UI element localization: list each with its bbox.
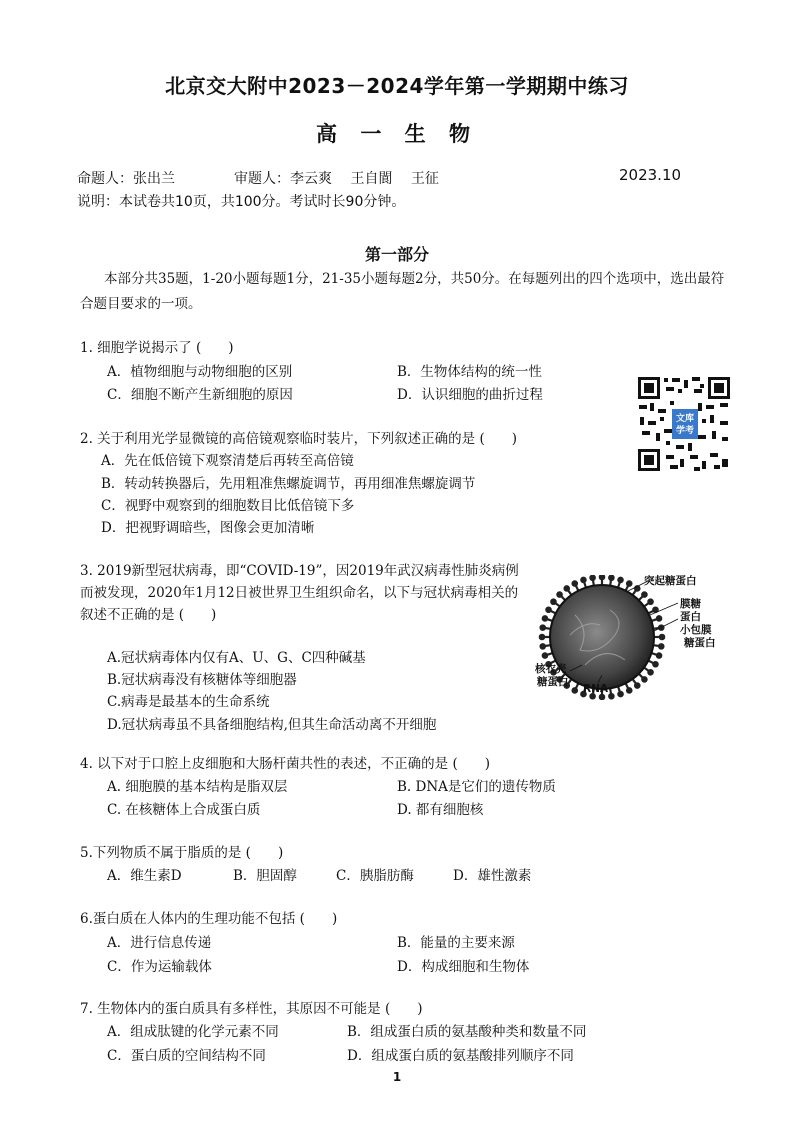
qr-badge-line2: 学考 xyxy=(675,426,695,436)
virus-spike-head xyxy=(609,694,613,698)
virus-spike-head xyxy=(627,581,631,585)
virus-spike-head xyxy=(653,662,657,666)
question-7-stem: 7. 生物体内的蛋白质具有多样性，其原因不可能是 ( ) xyxy=(80,1001,423,1017)
virus-spike-head xyxy=(543,616,547,620)
question-6-stem: 6.蛋白质在人体内的生理功能不包括 ( ) xyxy=(80,911,338,927)
virus-spike-head xyxy=(546,608,550,612)
question-3-option-c: C.病毒是最基本的生命系统 xyxy=(107,694,270,710)
virus-spike-head xyxy=(590,576,594,580)
question-6-option-a: A．进行信息传递 xyxy=(107,935,212,951)
virus-spike-head xyxy=(653,608,657,612)
virus-spike-head xyxy=(642,677,646,681)
question-3-option-b: B.冠状病毒没有核糖体等细胞器 xyxy=(107,672,297,688)
question-4-option-b: B. DNA是它们的遗传物质 xyxy=(397,779,556,795)
reviewer-line: 审题人：李云爽 王自閬 王征 xyxy=(234,171,439,187)
question-5-option-d: D．雄性激素 xyxy=(453,868,532,884)
question-7-option-d: D．组成蛋白质的氨基酸排列顺序不同 xyxy=(347,1048,574,1064)
figure-label-membrane-glycoprotein-1: 膜糖 xyxy=(680,598,701,610)
virus-spike-head xyxy=(565,586,569,590)
figure-label-rna: RNA xyxy=(583,683,608,695)
virus-spike-head xyxy=(600,575,604,579)
virus-spike-head xyxy=(660,635,664,639)
question-1-option-c: C．细胞不断产生新细胞的原因 xyxy=(107,387,293,403)
virus-spike-head xyxy=(642,592,646,596)
question-3-stem-line3: 叙述不正确的是 ( ) xyxy=(80,607,217,623)
virus-spike-head xyxy=(609,576,613,580)
virus-spike-head xyxy=(627,688,631,692)
question-7-option-b: B．组成蛋白质的氨基酸种类和数量不同 xyxy=(347,1024,587,1040)
virus-spike-head xyxy=(648,670,652,674)
question-7-option-c: C．蛋白质的空间结构不同 xyxy=(107,1048,266,1064)
part-intro-line1: 本部分共35题，1-20小题每题1分，21-35小题每题2分，共50分。在每题列出的四个选项中，选出最符 xyxy=(104,271,725,287)
virus-spike-head xyxy=(541,625,545,629)
virus-spike-head xyxy=(540,635,544,639)
exam-note: 说明：本试卷共10页，共100分。考试时长90分钟。 xyxy=(77,194,406,210)
virus-spike-head xyxy=(657,653,661,657)
virus-spike-head xyxy=(657,616,661,620)
question-4-stem: 4. 以下对于口腔上皮细胞和大肠杆菌共性的表述，不正确的是 ( ) xyxy=(80,756,490,772)
virus-spike-head xyxy=(618,692,622,696)
virus-spike-head xyxy=(541,644,545,648)
question-2-stem: 2. 关于利用光学显微镜的高倍镜观察临时装片，下列叙述正确的是 ( ) xyxy=(80,431,517,447)
qr-code-image xyxy=(636,375,732,473)
figure-label-small-envelope: 小包膜 xyxy=(680,624,712,636)
question-1-option-b: B．生物体结构的统一性 xyxy=(397,364,542,380)
virus-spike-head xyxy=(581,578,585,582)
question-4-option-d: D. 都有细胞核 xyxy=(397,802,484,818)
question-5-option-c: C．胰脂肪酶 xyxy=(336,868,414,884)
question-6-option-b: B．能量的主要来源 xyxy=(397,935,515,951)
question-2-option-a: A．先在低倍镜下观察清楚后再转至高倍镜 xyxy=(101,453,354,469)
exam-title: 北京交大附中2023－2024学年第一学期期中练习 xyxy=(165,74,629,98)
question-3-stem-line2: 而被发现，2020年1月12日被世界卫生组织命名，以下与冠状病毒相关的 xyxy=(80,585,519,601)
question-6-option-c: C．作为运输载体 xyxy=(107,959,212,975)
question-1-stem: 1. 细胞学说揭示了 ( ) xyxy=(80,340,234,356)
virus-spike-head xyxy=(648,600,652,604)
qr-badge-line1: 文库 xyxy=(675,414,695,424)
question-5-stem: 5.下列物质不属于脂质的是 ( ) xyxy=(80,845,284,861)
part-title: 第一部分 xyxy=(364,245,429,264)
question-5-option-b: B．胆固醇 xyxy=(233,868,297,884)
figure-label-nucleocapsid: 核衣壳 xyxy=(535,663,567,675)
figure-label-spike-glycoprotein: 突起糖蛋白 xyxy=(644,575,697,587)
virus-spike-head xyxy=(635,683,639,687)
virus-spike-head xyxy=(543,653,547,657)
question-2-option-d: D．把视野调暗些，图像会更加清晰 xyxy=(101,520,315,536)
question-2-option-b: B．转动转换器后，先用粗准焦螺旋调节，再用细准焦螺旋调节 xyxy=(101,476,476,492)
virus-spike-head xyxy=(659,644,663,648)
question-1-option-a: A．植物细胞与动物细胞的区别 xyxy=(107,364,293,380)
virus-spike-head xyxy=(557,592,561,596)
question-1-option-d: D．认识细胞的曲折过程 xyxy=(397,387,543,403)
virus-spike-head xyxy=(573,688,577,692)
question-3-option-a: A.冠状病毒体内仅有A、U、G、C四种碱基 xyxy=(107,650,366,666)
author-line: 命题人：张出兰 xyxy=(77,171,175,187)
subject-title: 高 一 生 物 xyxy=(316,122,478,146)
virus-spike-head xyxy=(573,581,577,585)
question-6-option-d: D．构成细胞和生物体 xyxy=(397,959,530,975)
question-3-stem-line1: 3. 2019新型冠状病毒，即“COVID-19”，因2019年武汉病毒性肺炎病例 xyxy=(80,563,519,579)
question-3-option-d: D.冠状病毒虽不具备细胞结构,但其生命活动离不开细胞 xyxy=(107,717,437,733)
part-intro-line2: 合题目要求的一项。 xyxy=(80,296,202,312)
virus-spike-head xyxy=(618,578,622,582)
question-4-option-a: A. 细胞膜的基本结构是脂双层 xyxy=(107,779,288,795)
question-5-option-a: A．维生素D xyxy=(107,868,182,884)
virus-spike-head xyxy=(551,600,555,604)
figure-label-nucleocapsid-glycoprotein: 糖蛋白 xyxy=(537,676,569,688)
question-2-option-c: C．视野中观察到的细胞数目比低倍镜下多 xyxy=(101,498,355,514)
page-number: 1 xyxy=(392,1070,402,1084)
question-4-option-c: C. 在核糖体上合成蛋白质 xyxy=(107,802,261,818)
question-7-option-a: A．组成肽键的化学元素不同 xyxy=(107,1024,279,1040)
exam-date: 2023.10 xyxy=(619,166,682,184)
figure-label-small-envelope-glycoprotein: 糖蛋白 xyxy=(684,637,716,649)
figure-label-membrane-glycoprotein-2: 蛋白 xyxy=(680,611,701,623)
